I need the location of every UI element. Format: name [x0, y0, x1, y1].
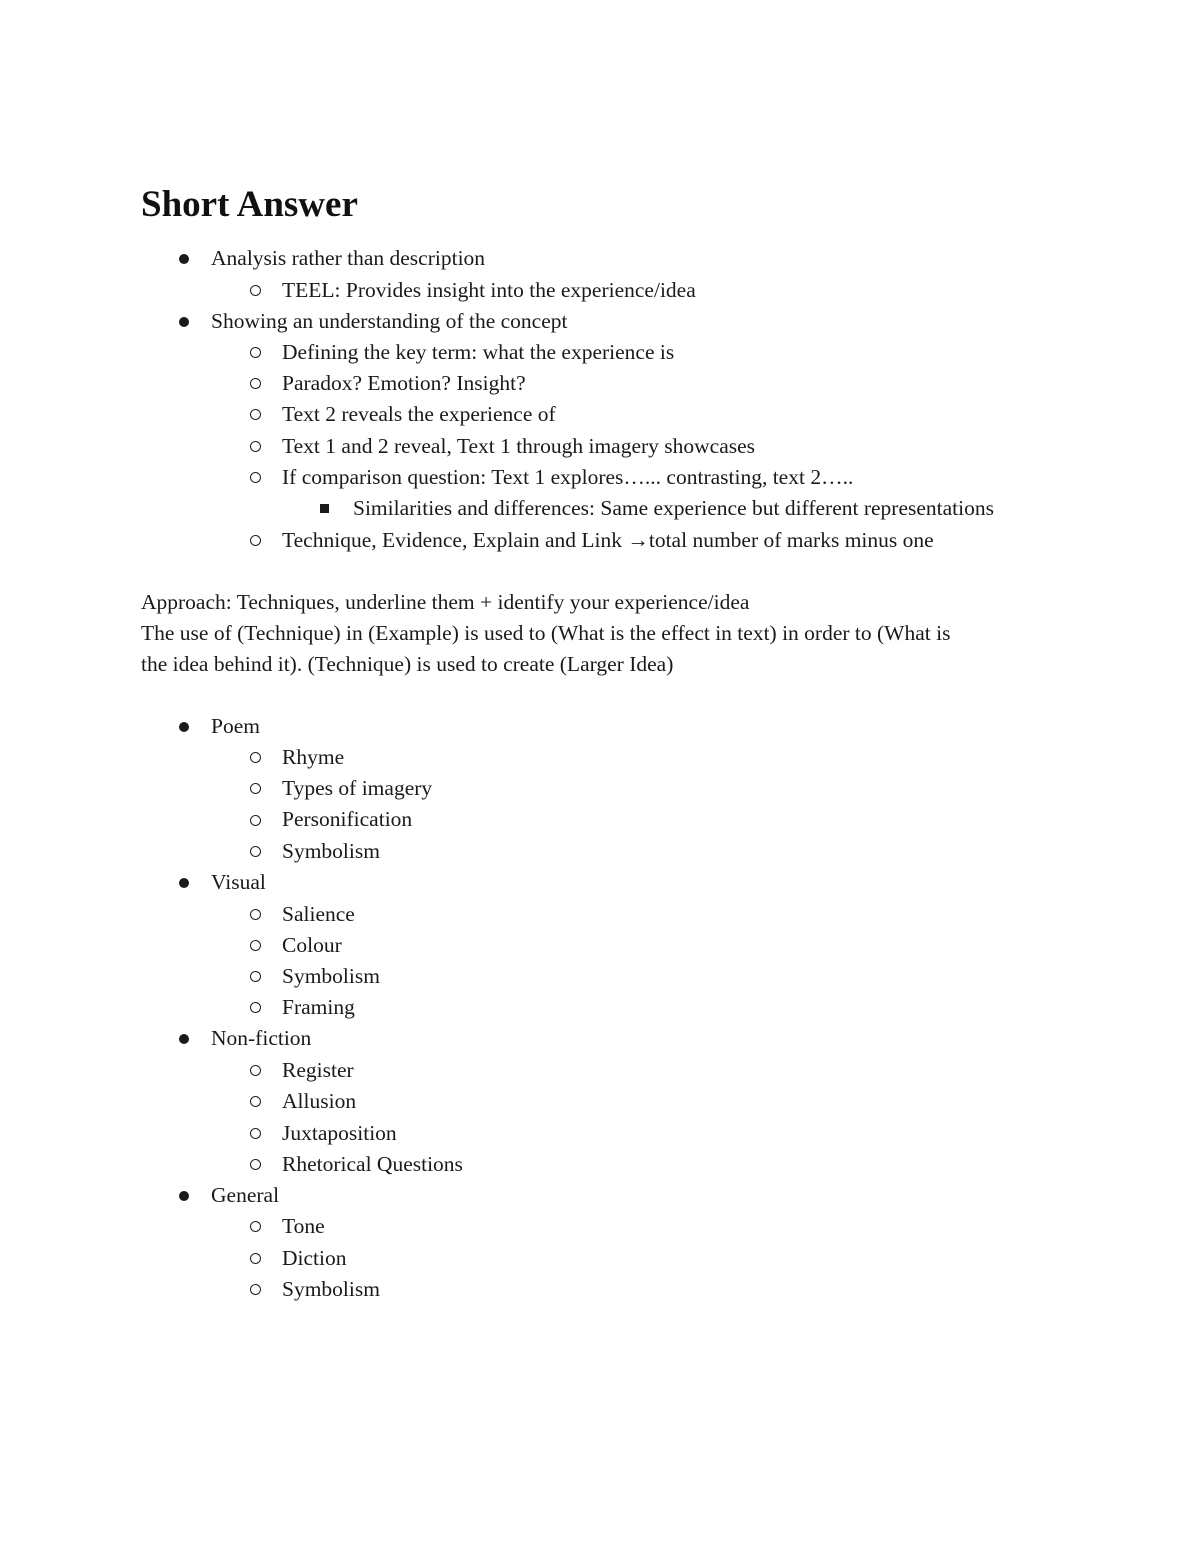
- list-item: Rhyme: [282, 745, 345, 769]
- circle-bullet-icon: [250, 441, 261, 452]
- list-item: Register: [282, 1058, 354, 1082]
- list-item: Defining the key term: what the experience is: [282, 340, 675, 364]
- list-item: Diction: [282, 1246, 347, 1270]
- list-item: Allusion: [282, 1089, 357, 1113]
- list-item: Showing an understanding of the concept: [211, 309, 568, 333]
- circle-bullet-icon: [250, 752, 261, 763]
- list-item: Symbolism: [282, 1277, 380, 1301]
- circle-bullet-icon: [250, 1002, 261, 1013]
- disc-bullet-icon: [179, 1034, 189, 1044]
- circle-bullet-icon: [250, 1253, 261, 1264]
- disc-bullet-icon: [179, 1191, 189, 1201]
- list-item: Colour: [282, 933, 342, 957]
- list-item: Rhetorical Questions: [282, 1152, 463, 1176]
- list-item: Personification: [282, 807, 413, 831]
- page-title: Short Answer: [141, 184, 358, 225]
- list-item: Text 2 reveals the experience of: [282, 402, 556, 426]
- circle-bullet-icon: [250, 940, 261, 951]
- circle-bullet-icon: [250, 409, 261, 420]
- list-item: Tone: [282, 1214, 325, 1238]
- list-item: Juxtaposition: [282, 1121, 397, 1145]
- circle-bullet-icon: [250, 783, 261, 794]
- circle-bullet-icon: [250, 1159, 261, 1170]
- circle-bullet-icon: [250, 1284, 261, 1295]
- list-item: Framing: [282, 995, 355, 1019]
- list-item: Salience: [282, 902, 355, 926]
- circle-bullet-icon: [250, 971, 261, 982]
- list-item: Types of imagery: [282, 776, 433, 800]
- circle-bullet-icon: [250, 846, 261, 857]
- circle-bullet-icon: [250, 815, 261, 826]
- circle-bullet-icon: [250, 1065, 261, 1076]
- list-item-poem: Poem: [211, 714, 260, 738]
- square-bullet-icon: [320, 504, 329, 513]
- circle-bullet-icon: [250, 1128, 261, 1139]
- list-item: Symbolism: [282, 964, 380, 988]
- circle-bullet-icon: [250, 347, 261, 358]
- approach-line: Approach: Techniques, underline them + identify your experience/idea: [141, 590, 750, 614]
- circle-bullet-icon: [250, 1096, 261, 1107]
- disc-bullet-icon: [179, 878, 189, 888]
- list-item: Paradox? Emotion? Insight?: [282, 371, 526, 395]
- list-item: Technique, Evidence, Explain and Link →total number of marks minus one: [282, 528, 934, 552]
- circle-bullet-icon: [250, 1221, 261, 1232]
- circle-bullet-icon: [250, 378, 261, 389]
- approach-line: The use of (Technique) in (Example) is used to (What is the effect in text) in order to (What is: [141, 621, 951, 645]
- list-item-general: General: [211, 1183, 280, 1207]
- list-item: Analysis rather than description: [211, 246, 486, 270]
- disc-bullet-icon: [179, 317, 189, 327]
- list-item: If comparison question: Text 1 explores…... contrasting, text 2…..: [282, 465, 854, 489]
- list-item-visual: Visual: [211, 870, 266, 894]
- disc-bullet-icon: [179, 254, 189, 264]
- list-item: Symbolism: [282, 839, 380, 863]
- approach-line: the idea behind it). (Technique) is used to create (Larger Idea): [141, 652, 674, 676]
- circle-bullet-icon: [250, 285, 261, 296]
- circle-bullet-icon: [250, 909, 261, 920]
- list-item-nonfiction: Non-fiction: [211, 1026, 312, 1050]
- list-item: TEEL: Provides insight into the experience/idea: [282, 278, 696, 302]
- disc-bullet-icon: [179, 722, 189, 732]
- circle-bullet-icon: [250, 472, 261, 483]
- list-item: Text 1 and 2 reveal, Text 1 through imagery showcases: [282, 434, 756, 458]
- circle-bullet-icon: [250, 535, 261, 546]
- list-item: Similarities and differences: Same experience but different representations: [353, 496, 994, 520]
